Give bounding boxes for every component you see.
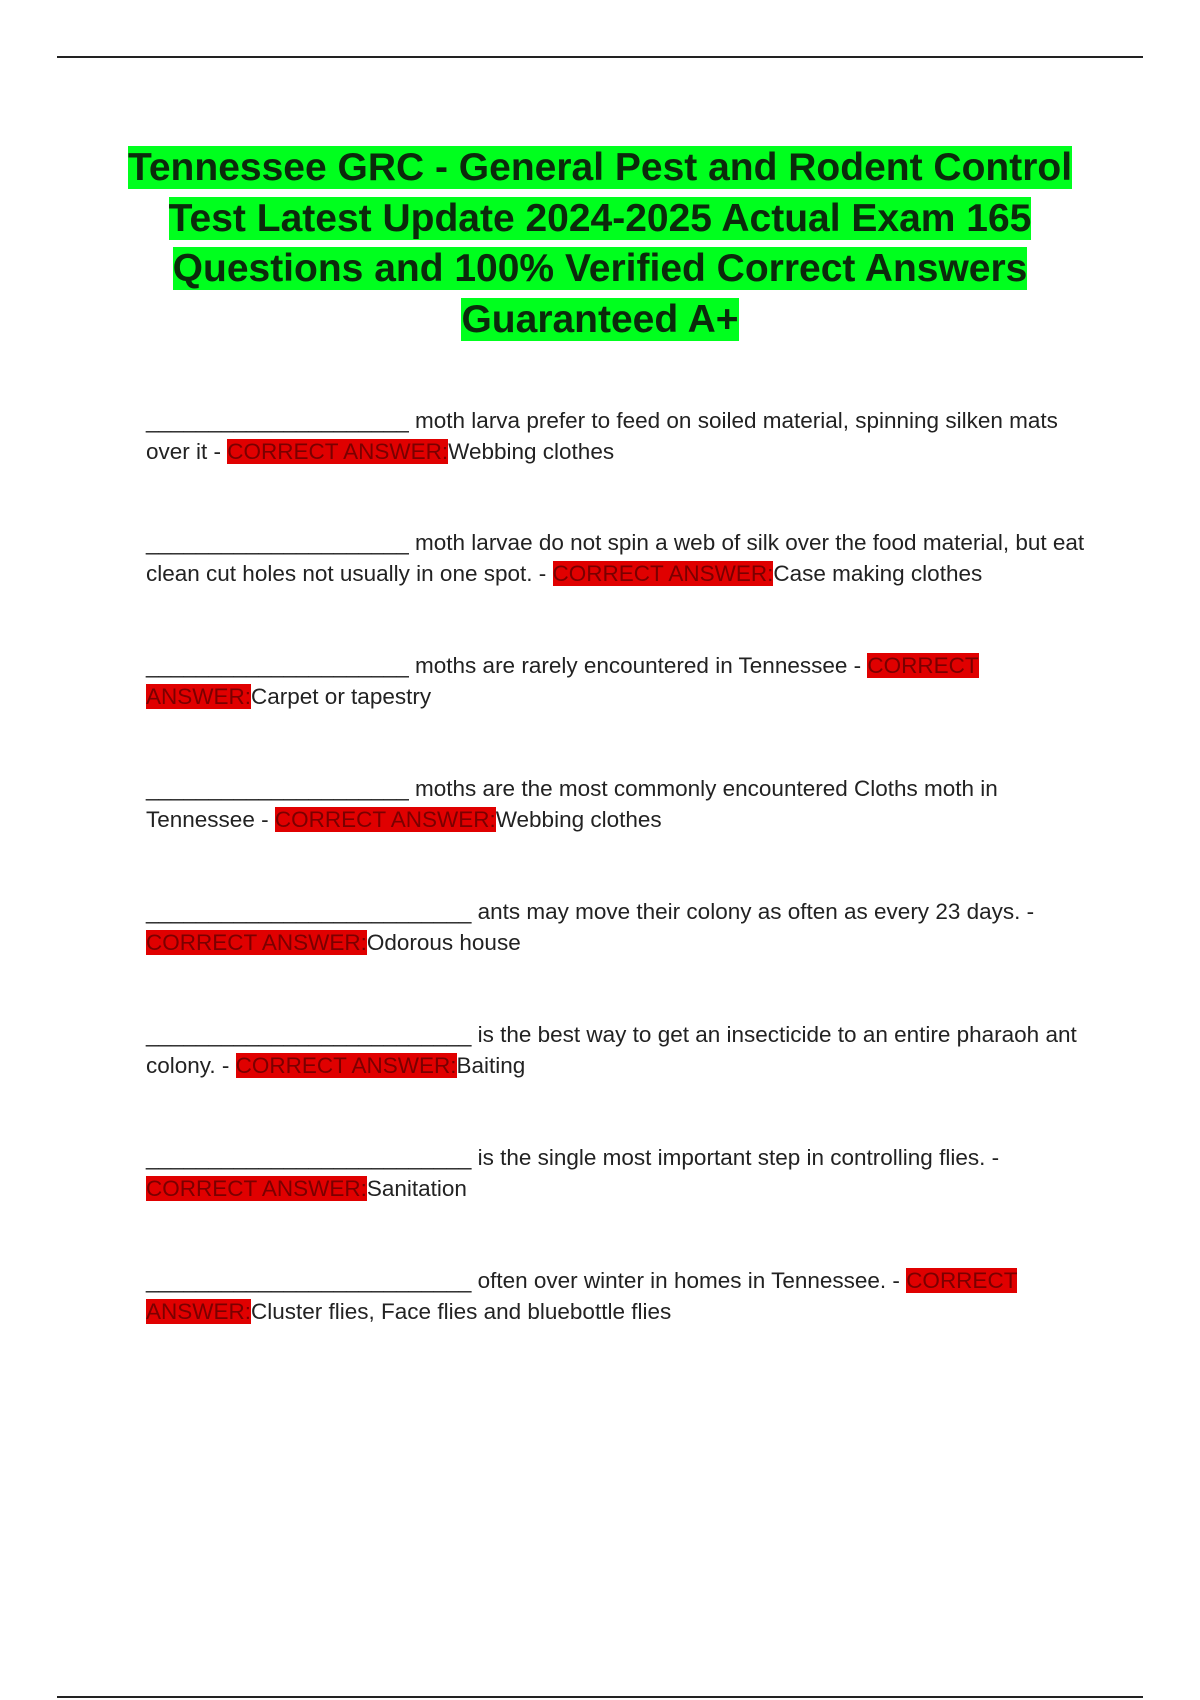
correct-answer-label: CORRECT ANSWER: [552,560,774,586]
question-text: _____________________ moths are rarely encountered in Tennessee - [146,653,862,678]
correct-answer-label: CORRECT ANSWER: [274,806,496,832]
answer-text: Webbing clothes [495,806,662,832]
answer-text: Webbing clothes [448,438,615,464]
question-text: _____________________ moth larvae do not spin a web of silk over the food material, but eat clean cut holes not usually in one spot. - [146,530,1085,586]
qa-item [146,528,1090,589]
question-text: _____________________ moths are the most commonly encountered Cloths moth in Tennessee - [146,776,998,832]
answer-text: Baiting [456,1052,526,1078]
question-text: __________________________ ants may move their colony as often as every 23 days. - [146,899,1035,924]
correct-answer-label: CORRECT ANSWER: [146,929,367,955]
question-text: __________________________ often over winter in homes in Tennessee. - [146,1268,900,1293]
correct-answer-label: CORRECT ANSWER: [146,1268,1018,1324]
qa-item [146,406,1090,467]
correct-answer-label: CORRECT ANSWER: [227,438,449,464]
correct-answer-label: CORRECT ANSWER: [235,1052,457,1078]
qa-item [146,1020,1090,1081]
qa-item [146,651,1090,712]
qa-item [146,1266,1090,1327]
qa-item [146,897,1090,958]
answer-text: Cluster flies, Face flies and bluebottle flies [251,1298,672,1324]
question-text: __________________________ is the single most important step in controlling flies. - [146,1145,1000,1170]
correct-answer-label: CORRECT ANSWER: [146,653,979,709]
qa-list [146,406,1090,1327]
answer-text: Odorous house [366,929,521,955]
top-divider [57,56,1143,58]
answer-text: Case making clothes [773,560,983,586]
answer-text: Sanitation [366,1175,467,1201]
qa-item [146,774,1090,835]
document-title [120,143,1080,345]
bottom-divider [57,1696,1143,1698]
question-text: _____________________ moth larva prefer to feed on soiled material, spinning silken mats over it - [146,408,1058,464]
title-highlight: Tennessee GRC - General Pest and Rodent Control Test Latest Update 2024-2025 Actual Exam 165 Questions and 100% Verified Correct Answers Guaranteed A+ [127,146,1073,341]
qa-item [146,1143,1090,1204]
question-text: __________________________ is the best way to get an insecticide to an entire pharaoh ant colony. - [146,1022,1077,1078]
correct-answer-label: CORRECT ANSWER: [146,1175,367,1201]
answer-text: Carpet or tapestry [251,683,432,709]
